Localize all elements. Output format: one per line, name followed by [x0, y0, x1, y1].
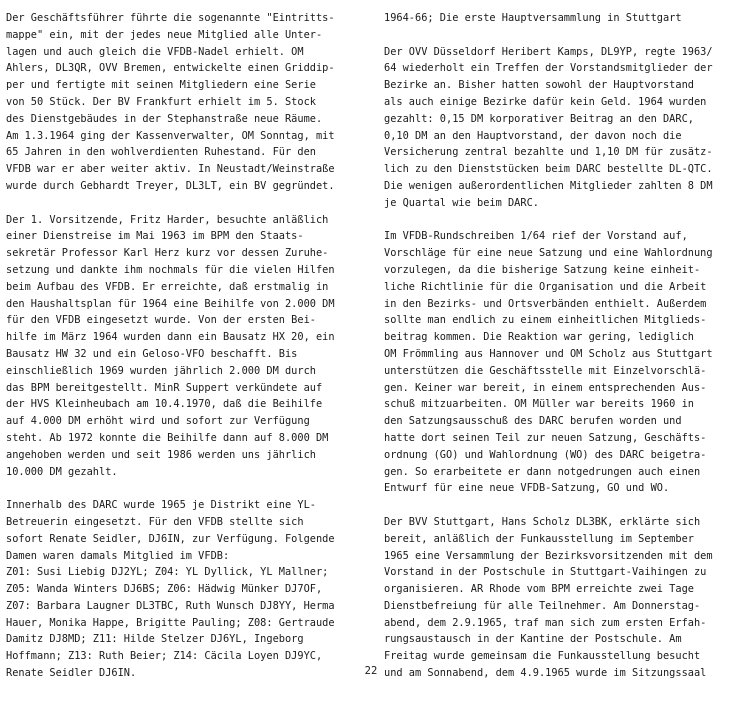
paragraph-right-1: Der OVV Düsseldorf Heribert Kamps, DL9YP, regte 1963/ 64 wiederholt ein Treffen der Vorstandsmitglieder der Bezirke an. Bisher hatten sowohl der Hauptvorstand als auch einige Bezirke dafür kein Geld. 1964 wurden gezahlt: 0,15 DM korporativer Beitrag an den DARC, 0,10 DM an den Hauptvorstand, der davon noch die Versicherung zentral bezahlte und 1,10 DM für zusätz- lich zu den Dienststücken beim DARC bestellte DL-QTC. Die wenigen außerordentlichen Mitglieder zahlten 8 DM je Quartal wie beim DARC. — [384, 45, 713, 209]
paragraph-left-3: Innerhalb des DARC wurde 1965 je Distrikt eine YL- Betreuerin eingesetzt. Für den VFDB stellte sich sofort Renate Seidler, DJ6IN, zur Verfügung. Folgende Damen waren damals Mitglied im VFDB: Z01: Susi Liebig DJ2YL; Z04: YL Dyllick, YL Mallner; Z05: Wanda Winters DJ6BS; Z06: Hädwig Münker DJ7OF, Z07: Barbara Laugner DL3TBC, Ruth Wunsch DJ8YY, Herma Hauer, Monika Happe, Brigitte Pauling; Z08: Gertraude Damitz DJ8MD; Z11: Hilde Stelzer DJ6YL, Ingeborg Hoffmann; Z13: Ruth Beier; Z14: Cäcila Loyen DJ9YC, Renate Seidler DJ6IN. — [6, 499, 335, 680]
paragraph-left-2: Der 1. Vorsitzende, Fritz Harder, besuchte anläßlich einer Dienstreise im Mai 1963 im BPM den Staats- sekretär Professor Karl Herz kurz vor dessen Zuruhe- setzung und dankte ihm nochmals für die vielen Hilfen beim Aufbau des VFDB. Er erreichte, daß erstmalig in den Haushaltsplan für 1964 eine Beihilfe von 2.000 DM für den VFDB eingesetzt wurde. Von der ersten Bei- hilfe im März 1964 wurden dann ein Bausatz HX 20, ein Bausatz HW 32 und ein Geloso-VFO beschafft. Bis einschließlich 1969 wurden jährlich 2.000 DM durch das BPM bereitgestellt. MinR Suppert verkündete auf der HVS Kleinheubach am 10.4.1970, daß die Beihilfe auf 4.000 DM erhöht wird und sofort zur Verfügung steht. Ab 1972 konnte die Beihilfe dann auf 8.000 DM angehoben werden und seit 1986 werden uns jährlich 10.000 DM gezahlt. — [6, 213, 335, 478]
page-number: 22 — [364, 665, 378, 677]
section-heading: 1964-66; Die erste Hauptversammlung in Stuttgart — [384, 12, 682, 24]
paragraph-right-3: Der BVV Stuttgart, Hans Scholz DL3BK, erklärte sich bereit, anläßlich der Funkausstellung im September 1965 eine Versammlung der Bezirksvorsitzenden mit dem Vorstand in der Postschule in Stuttgart-Vaihingen zu organisieren. AR Rhode vom BPM erreichte zwei Tage Dienstbefreiung für alle Teilnehmer. Am Donnerstag- abend, dem 2.9.1965, traf man sich zum ersten Erfah- rungsaustausch in der Kantine der Postschule. Am Freitag wurde gemeinsam die Funkausstellung besucht und am Sonnabend, dem 4.9.1965 wurde im Sitzungssaal — [384, 515, 713, 680]
paragraph-left-1: Der Geschäftsführer führte die sogenannte "Eintritts- mappe" ein, mit der jedes neue Mitglied alle Unter- lagen und auch gleich die VFDB-Nadel erhielt. OM Ahlers, DL3QR, OVV Bremen, entwickelte einen Griddip- per und fertigte mit seinen Mitgliedern eine Serie von 50 Stück. Der BV Frankfurt erhielt im 5. Stock des Dienstgebäudes in der Stephanstraße neue Räume. Am 1.3.1964 ging der Kassenverwalter, OM Sonntag, mit 65 Jahren in den wohlverdienten Ruhestand. Für den VFDB war er aber weiter aktiv. In Neustadt/Weinstraße wurde durch Gebhardt Treyer, DL3LT, ein BV gegründet. — [6, 12, 335, 192]
left-column — [6, 10, 358, 699]
right-column — [384, 10, 734, 699]
paragraph-right-2: Im VFDB-Rundschreiben 1/64 rief der Vorstand auf, Vorschläge für eine neue Satzung und eine Wahlordnung vorzulegen, da die bisherige Satzung keine einheit- liche Richtlinie für die Organisation und die Arbeit in den Bezirks- und Ortsverbänden enthielt. Außerdem sollte man endlich zu einem einheitlichen Mitglieds- beitrag kommen. Die Reaktion war gering, lediglich OM Frömmling aus Hannover und OM Scholz aus Stuttgart unterstützen die Geschäftsstelle mit Einzelvorschlä- gen. Keiner war bereit, in einem entsprechenden Aus- schuß mitzuarbeiten. OM Müller war bereits 1960 in den Satzungsausschuß des DARC berufen worden und hatte dort seinen Teil zur neuen Satzung, Geschäfts- ordnung (GO) und Wahlordnung (WO) des DARC beigetra- gen. So erarbeitete er dann notgedrungen auch einen Entwurf für eine neue VFDB-Satzung, GO und WO. — [384, 230, 713, 495]
